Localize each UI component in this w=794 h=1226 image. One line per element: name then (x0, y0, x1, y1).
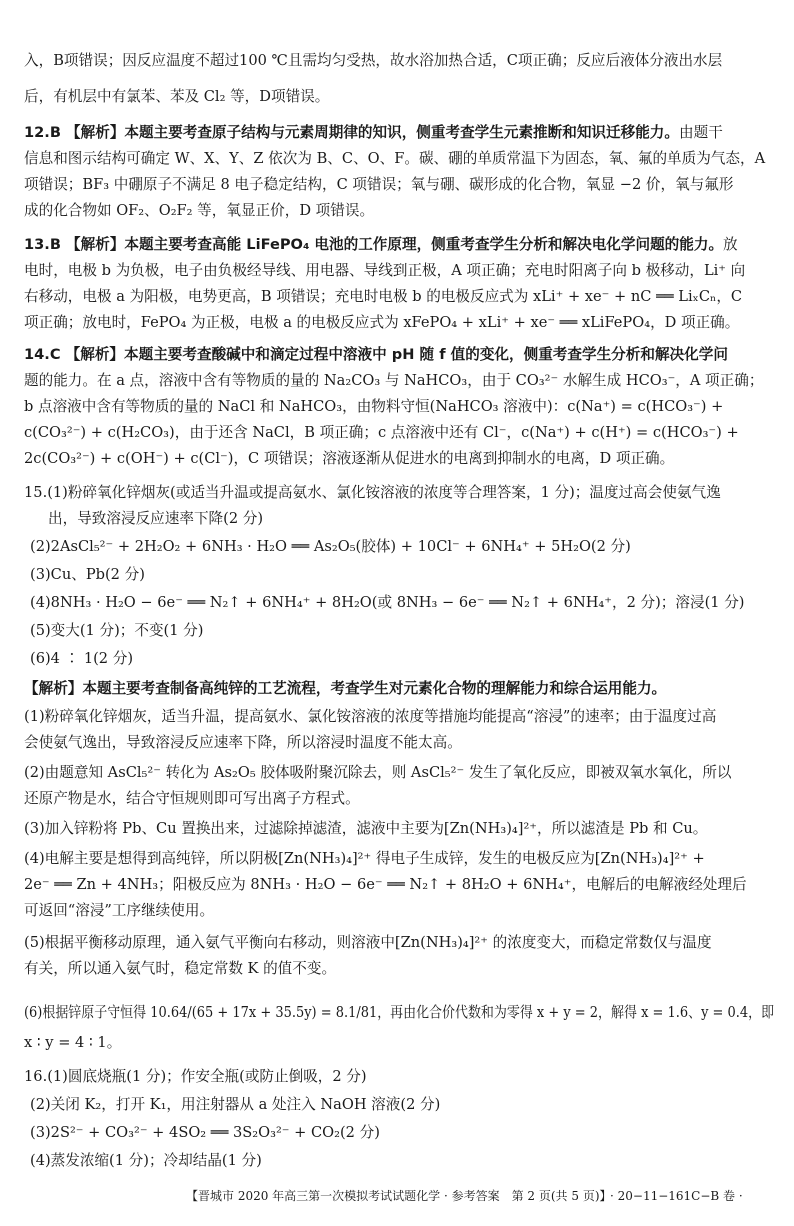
text-line: (6)4 ∶ 1(2 分) (30, 650, 134, 667)
footer-code: · 20−11−161C−B 卷 · (610, 1189, 743, 1203)
text-line: 后，有机层中有氯苯、苯及 Cl₂ 等，D项错误。 (24, 88, 330, 105)
text-line: 题的能力。在 a 点，溶液中含有等物质的量的 Na₂CO₃ 与 NaHCO₃，由于 CO₃²⁻ 水解生成 HCO₃⁻，A 项正确； (24, 372, 764, 389)
text-line: (6)根据锌原子守恒得 10.64/(65 + 17x + 35.5y) = 8.1/81，再由化合价代数和为零得 x + y = 2，解得 x = 1.6、y = 0.4，即 (24, 1004, 775, 1021)
text-line: 右移动，电极 a 为阳极，电势更高，B 项错误；充电时电极 b 的电极反应式为 xLi⁺ + xe⁻ + nC ══ LiₓCₙ，C (24, 288, 743, 305)
text-line: (4)8NH₃ · H₂O − 6e⁻ ══ N₂↑ + 6NH₄⁺ + 8H₂O(或 8NH₃ − 6e⁻ ══ N₂↑ + 6NH₄⁺，2 分)；溶浸(1 分) (30, 594, 745, 611)
text-line: (1)粉碎氧化锌烟灰，适当升温，提高氨水、氯化铵溶液的浓度等措施均能提高“溶浸”的速率；由于温度过高 (24, 708, 717, 725)
question-14-header: 14.C 【解析】本题主要考查酸碱中和滴定过程中溶液中 pH 随 f 值的变化，侧重考查学生分析和解决化学问 (24, 346, 728, 363)
text-line: (4)电解主要是想得到高纯锌，所以阴极[Zn(NH₃)₄]²⁺ 得电子生成锌，发生的电极反应为[Zn(NH₃)₄]²⁺ + (24, 850, 705, 867)
text-line: (4)蒸发浓缩(1 分)；冷却结晶(1 分) (30, 1152, 262, 1169)
text-line: 会使氨气逸出，导致溶浸反应速率下降，所以溶浸时温度不能太高。 (24, 734, 462, 751)
text-line: 出，导致溶浸反应速率下降(2 分) (48, 510, 264, 527)
text-line: (3)加入锌粉将 Pb、Cu 置换出来，过滤除掉滤渣，滤液中主要为[Zn(NH₃)₄]²⁺，所以滤渣是 Pb 和 Cu。 (24, 820, 708, 837)
text-line: (5)根据平衡移动原理，通入氨气平衡向右移动，则溶液中[Zn(NH₃)₄]²⁺ 的浓度变大，而稳定常数仅与温度 (24, 934, 712, 951)
text-line: x ∶ y = 4 ∶ 1。 (24, 1034, 122, 1051)
text-line: 电时，电极 b 为负极，电子由负极经导线、用电器、导线到正极，A 项正确；充电时阳离子向 b 极移动，Li⁺ 向 (24, 262, 746, 279)
text-line: 可返回“溶浸”工序继续使用。 (24, 902, 215, 919)
text-line: (2)关闭 K₂，打开 K₁，用注射器从 a 处注入 NaOH 溶液(2 分) (30, 1096, 441, 1113)
text-line: 信息和图示结构可确定 W、X、Y、Z 依次为 B、C、O、F。碳、硼的单质常温下为固态，氧、氟的单质为气态，A (24, 150, 766, 167)
footer-title: 【晋城市 2020 年高三第一次模拟考试试题化学 · 参考答案 第 2 页(共 5 页)】 (186, 1189, 612, 1203)
text-line: 2c(CO₃²⁻) + c(OH⁻) + c(Cl⁻)，C 项错误；溶液逐渐从促进水的电离到抑制水的电离，D 项正确。 (24, 450, 675, 467)
text-line: 项正确；放电时，FePO₄ 为正极，电极 a 的电极反应式为 xFePO₄ + xLi⁺ + xe⁻ ══ xLiFePO₄，D 项正确。 (24, 314, 740, 331)
question-15-line: 15.(1)粉碎氧化锌烟灰(或适当升温或提高氨水、氯化铵溶液的浓度等合理答案，1 分)；温度过高会使氨气逸 (24, 484, 721, 501)
text-line: (2)2AsCl₅²⁻ + 2H₂O₂ + 6NH₃ · H₂O ══ As₂O₅(胶体) + 10Cl⁻ + 6NH₄⁺ + 5H₂O(2 分) (30, 538, 631, 555)
text-line: 成的化合物如 OF₂、O₂F₂ 等，氧显正价，D 项错误。 (24, 202, 375, 219)
text-line: 2e⁻ ══ Zn + 4NH₃；阳极反应为 8NH₃ · H₂O − 6e⁻ ══ N₂↑ + 8H₂O + 6NH₄⁺，电解后的电解液经处理后 (24, 876, 747, 893)
question-13-header: 13.B 【解析】本题主要考查高能 LiFePO₄ 电池的工作原理，侧重考查学生分析和解决电化学问题的能力。放 (24, 236, 738, 253)
text-line: (3)2S²⁻ + CO₃²⁻ + 4SO₂ ══ 3S₂O₃²⁻ + CO₂(2 分) (30, 1124, 380, 1141)
text-line: c(CO₃²⁻) + c(H₂CO₃)，由于还含 NaCl，B 项正确；c 点溶液中还有 Cl⁻，c(Na⁺) + c(H⁺) = c(HCO₃⁻) + (24, 424, 739, 441)
text-line: (3)Cu、Pb(2 分) (30, 566, 145, 583)
text-line: 还原产物是水，结合守恒规则即可写出离子方程式。 (24, 790, 360, 807)
question-12-header: 12.B 【解析】本题主要考查原子结构与元素周期律的知识，侧重考查学生元素推断和知识迁移能力。由题干 (24, 124, 723, 141)
text-line: b 点溶液中含有等物质的量的 NaCl 和 NaHCO₃，由物料守恒(NaHCO₃ 溶液中)：c(Na⁺) = c(HCO₃⁻) + (24, 398, 724, 415)
text-line: 有关，所以通入氨气时，稳定常数 K 的值不变。 (24, 960, 337, 977)
text-line: (2)由题意知 AsCl₅²⁻ 转化为 As₂O₅ 胶体吸附聚沉除去，则 AsCl₅²⁻ 发生了氧化反应，即被双氧水氧化，所以 (24, 764, 732, 781)
analysis-header: 【解析】本题主要考查制备高纯锌的工艺流程，考查学生对元素化合物的理解能力和综合运用能力。 (24, 680, 667, 697)
text-line: (5)变大(1 分)；不变(1 分) (30, 622, 204, 639)
question-16-line: 16.(1)圆底烧瓶(1 分)；作安全瓶(或防止倒吸，2 分) (24, 1068, 367, 1085)
text-line: 项错误；BF₃ 中硼原子不满足 8 电子稳定结构，C 项错误；氧与硼、碳形成的化合物，氧显 −2 价，氧与氟形 (24, 176, 734, 193)
text-line: 入，B项错误；因反应温度不超过100 ℃且需均匀受热，故水浴加热合适，C项正确；反应后液体分液出水层 (24, 52, 723, 69)
page-footer (0, 1185, 794, 1207)
